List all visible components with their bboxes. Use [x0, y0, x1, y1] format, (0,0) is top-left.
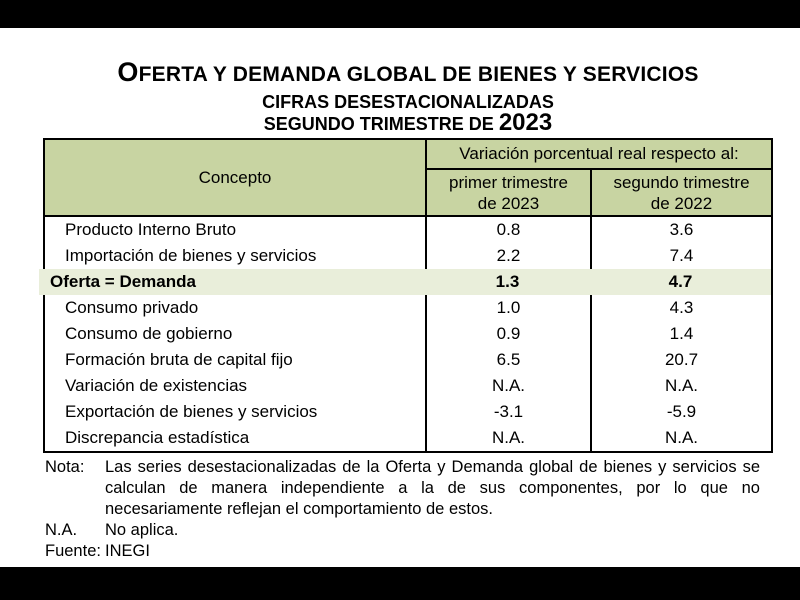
header-variacion: Variación porcentual real respecto al: — [425, 140, 771, 170]
row-q1-value: 1.0 — [425, 295, 590, 321]
table-row — [45, 321, 771, 347]
header-concepto: Concepto — [45, 140, 425, 217]
row-concept: Importación de bienes y servicios — [65, 246, 317, 265]
letterbox-bar-top — [0, 0, 800, 28]
note-label-na: N.A. — [45, 521, 78, 539]
row-q1-value: 6.5 — [425, 347, 590, 373]
letterbox-bar-bottom — [0, 567, 800, 600]
row-concept: Consumo de gobierno — [65, 324, 233, 343]
row-q1-value: 0.8 — [425, 217, 590, 243]
data-table — [43, 138, 773, 453]
table-row — [45, 425, 771, 451]
header-primer-trimestre-line2: de 2023 — [477, 193, 540, 213]
page-subtitle-trimestre — [43, 110, 773, 137]
row-concept: Exportación de bienes y servicios — [65, 402, 318, 421]
note-text-nota — [105, 457, 760, 520]
row-q2-value: -5.9 — [590, 399, 771, 425]
note-text-fuente: INEGI — [105, 542, 150, 560]
header-segundo-trimestre-line2: de 2022 — [650, 193, 713, 213]
row-q2-value: N.A. — [590, 373, 771, 399]
note-row-nota — [45, 457, 761, 520]
row-concept: Consumo privado — [65, 298, 199, 317]
row-q2-value: 1.4 — [590, 321, 771, 347]
row-q1-value: 1.3 — [495, 272, 520, 291]
note-line: necesariamente reflejan el comportamiento de estos. — [105, 500, 493, 518]
row-q2-value: 7.4 — [590, 243, 771, 269]
row-q2-value: 20.7 — [590, 347, 771, 373]
row-q2-value: N.A. — [590, 425, 771, 451]
table-row — [45, 399, 771, 425]
row-concept: Producto Interno Bruto — [65, 220, 237, 239]
page-title: OFERTA Y DEMANDA GLOBAL DE BIENES Y SERVICIOS — [117, 57, 699, 87]
subtitle-year: 2023 — [498, 109, 553, 136]
row-concept: Oferta = Demanda — [50, 272, 196, 291]
page-subtitle-cifras: CIFRAS DESESTACIONALIZADAS — [262, 92, 554, 112]
note-label-fuente: Fuente: — [45, 542, 101, 560]
header-primer-trimestre-line1: primer trimestre — [448, 172, 568, 192]
row-q2-value: 4.3 — [590, 295, 771, 321]
note-text-na: No aplica. — [105, 521, 179, 539]
row-q2-value: 3.6 — [590, 217, 771, 243]
table-row — [45, 373, 771, 399]
row-q1-value: 0.9 — [425, 321, 590, 347]
row-q1-value: 2.2 — [425, 243, 590, 269]
table-row — [45, 347, 771, 373]
row-q1-value: N.A. — [425, 373, 590, 399]
header-segundo-trimestre — [590, 170, 771, 217]
oferta-demanda-highlight-row — [39, 269, 771, 295]
header-segundo-trimestre-line1: segundo trimestre — [613, 172, 750, 192]
table-row — [45, 295, 771, 321]
note-row-na — [45, 520, 761, 541]
row-q1-value: N.A. — [425, 425, 590, 451]
note-row-fuente — [45, 541, 761, 562]
footnotes — [45, 457, 761, 562]
note-line: Las series desestacionalizadas de la Oferta y Demanda global de bienes y servicios se — [105, 458, 760, 476]
row-concept: Discrepancia estadística — [65, 428, 250, 447]
note-line: calculan de manera independiente a la de sus componentes, por lo que no — [105, 479, 760, 497]
header-primer-trimestre — [425, 170, 590, 217]
note-label-nota: Nota: — [45, 458, 85, 476]
subtitle-trimestre-text: SEGUNDO TRIMESTRE DE — [263, 114, 499, 134]
row-q1-value: -3.1 — [425, 399, 590, 425]
table-row — [45, 217, 771, 243]
row-q2-value: 4.7 — [668, 272, 693, 291]
row-concept: Formación bruta de capital fijo — [65, 350, 293, 369]
table-row — [45, 243, 771, 269]
row-concept: Variación de existencias — [65, 376, 248, 395]
